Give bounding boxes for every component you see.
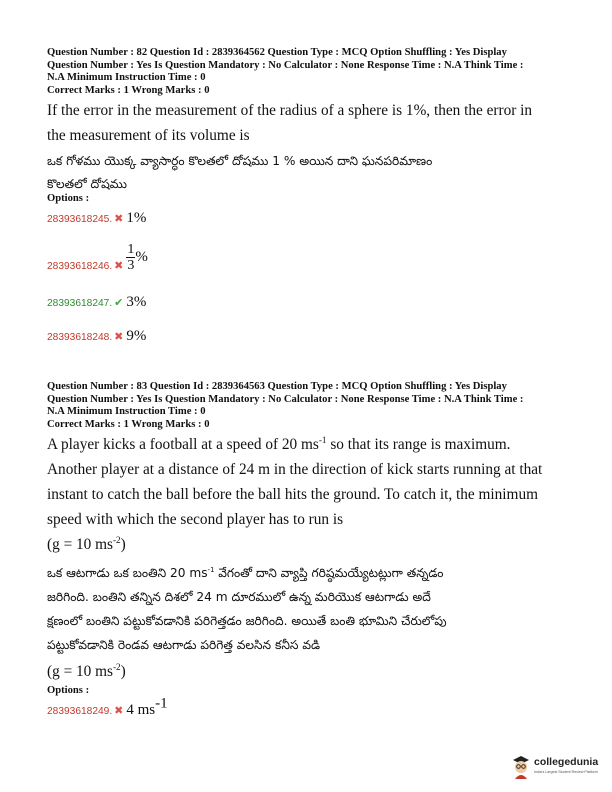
q83-meta-line-3: N.A Minimum Instruction Time : 0 — [47, 406, 206, 418]
q83-telugu-line-1 — [47, 566, 443, 583]
superscript: -1 — [318, 434, 327, 445]
fraction-numerator: 1 — [127, 242, 135, 257]
option-value: 1% — [126, 210, 147, 226]
cross-icon: ✖ — [114, 260, 124, 273]
q82-option-4[interactable] — [47, 327, 146, 345]
q83-meta-line-4: Correct Marks : 1 Wrong Marks : 0 — [47, 418, 210, 430]
q83-telugu-line-2: జరిగింది. బంతిని తన్నిన దిశలో 24 m దూరములో ఉన్న మరియొక ఆటగాడు అదే — [47, 590, 431, 604]
text: (g = 10 ms — [47, 536, 113, 553]
q83-gravity-line — [47, 536, 126, 554]
q83-telugu-line-3: క్షణంలో బంతిని పట్టుకోవడానికి పరిగెత్తడం జరిగింది. అయితే బంతి భూమిని చేరులోపు — [47, 614, 447, 628]
cross-icon: ✖ — [114, 331, 124, 343]
superscript: -2 — [113, 534, 121, 545]
collegedunia-logo[interactable] — [510, 753, 605, 781]
q83-english-line-2: Another player at a distance of 24 m in the direction of kick starts running at that — [47, 461, 543, 478]
check-icon: ✔ — [114, 297, 124, 309]
q82-english-line-2: the measurement of its volume is — [47, 127, 250, 144]
superscript: -1 — [207, 565, 215, 574]
option-value: 9% — [126, 328, 147, 344]
q82-option-2[interactable] — [47, 242, 148, 273]
q83-metadata — [47, 381, 567, 431]
q82-option-3[interactable] — [47, 293, 146, 311]
q82-option-1[interactable] — [47, 209, 146, 227]
text: వేగంతో దాని వ్యాప్తి గరిష్ఠమయ్యేటట్లుగా తన్నడం — [214, 566, 444, 580]
q82-metadata — [47, 47, 567, 97]
option-id: 28393618245. — [47, 214, 113, 225]
q82-telugu-line-2: కొలతలో దోషము — [47, 177, 127, 191]
q82-telugu-line-1: ఒక గోళము యొక్క వ్యాసార్ధం కొలతలో దోషము 1 % అయిన దాని ఘనపరిమాణం — [47, 154, 433, 168]
option-id: 28393618246. — [47, 261, 113, 273]
text: ఒక ఆటగాడు ఒక బంతిని 20 ms — [47, 566, 208, 580]
q83-meta-line-1: Question Number : 83 Question Id : 2839364563 Question Type : MCQ Option Shuffling : Yes Display — [47, 381, 507, 392]
option-unit: % — [135, 249, 148, 266]
q82-options-label: Options : — [47, 193, 90, 204]
q83-meta-line-2: Question Number : Yes Is Question Mandatory : No Calculator : None Response Time : N.A Think Time : — [47, 393, 524, 405]
text: ) — [120, 663, 126, 680]
q83-english-line-3: instant to catch the ball before the ball hits the ground. To catch it, the minimum — [47, 486, 539, 503]
cross-icon: ✖ — [114, 213, 124, 225]
q82-meta-line-1: Question Number : 82 Question Id : 2839364562 Question Type : MCQ Option Shuffling : Yes Display — [47, 47, 507, 58]
text: so that its range is maximum. — [326, 436, 511, 453]
option-value: 4 ms — [126, 702, 156, 718]
superscript: -1 — [155, 695, 168, 712]
option-id: 28393618249. — [47, 706, 113, 717]
q83-english-line-4: speed with which the second player has to run is — [47, 511, 344, 528]
logo-name: collegedunia — [534, 756, 599, 768]
q83-english-line-1 — [47, 436, 510, 454]
q83-options-label: Options : — [47, 685, 90, 696]
superscript: -2 — [113, 661, 121, 672]
text: A player kicks a football at a speed of 20 ms — [47, 436, 319, 453]
q83-gravity-line-te — [47, 663, 126, 681]
q82-english-line-1: If the error in the measurement of the radius of a sphere is 1%, then the error in — [47, 102, 533, 119]
fraction-denominator: 3 — [127, 258, 135, 273]
option-value: 3% — [126, 294, 147, 310]
text: (g = 10 ms — [47, 663, 113, 680]
q83-telugu-line-4: పట్టుకోవడానికి రెండవ ఆటగాడు పరిగెత్త వలసిన కనీస వడి — [47, 638, 321, 652]
q82-meta-line-2: Question Number : Yes Is Question Mandatory : No Calculator : None Response Time : N.A Think Time : — [47, 59, 524, 71]
option-id: 28393618248. — [47, 332, 113, 343]
q82-meta-line-4: Correct Marks : 1 Wrong Marks : 0 — [47, 84, 210, 96]
option-id: 28393618247. — [47, 298, 113, 309]
logo-tagline: India's Largest Student Review Platform — [534, 770, 598, 774]
q82-meta-line-3: N.A Minimum Instruction Time : 0 — [47, 72, 206, 84]
cross-icon: ✖ — [114, 705, 124, 717]
mascot-icon — [510, 753, 532, 779]
text: ) — [120, 536, 126, 553]
q83-option-1[interactable] — [47, 695, 168, 719]
